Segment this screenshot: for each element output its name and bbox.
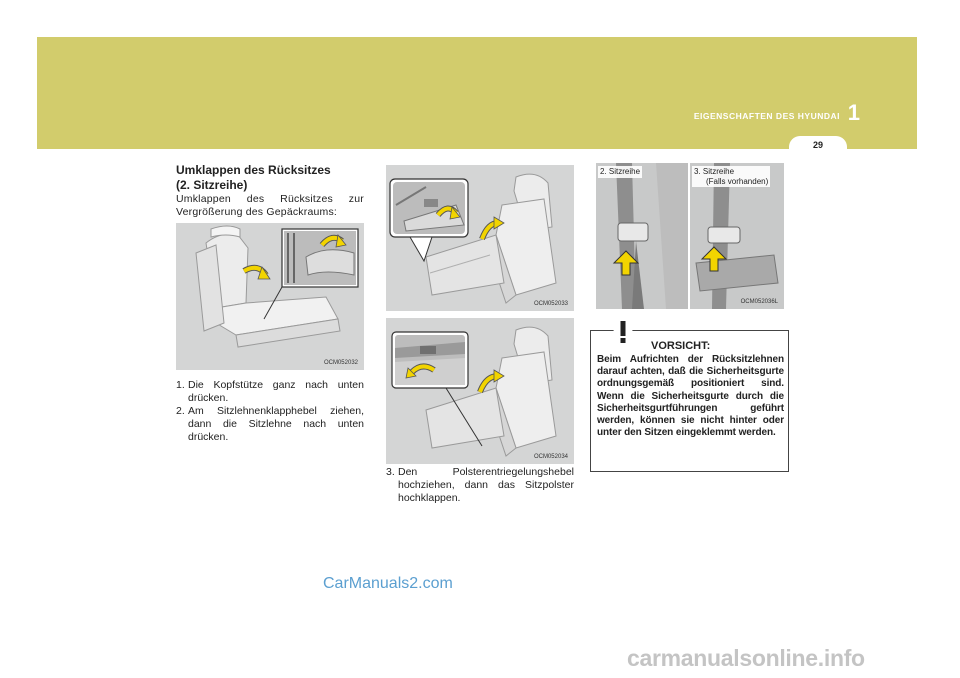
chapter-title: EIGENSCHAFTEN DES HYUNDAI — [693, 111, 840, 121]
section-title-line1: Umklappen des Rücksitzes — [176, 163, 331, 177]
figure-cushion-lever — [386, 165, 574, 311]
section-title-line2: (2. Sitzreihe) — [176, 178, 248, 192]
list-item — [176, 405, 364, 444]
steps-list-middle — [386, 466, 574, 505]
figure-seat-fold — [176, 223, 364, 370]
step-text: Die Kopfstütze ganz nach unten drücken. — [188, 379, 364, 404]
step-text: Am Sitzlehnenklapphebel ziehen, dann die Sitzlehne nach unten drücken. — [188, 405, 364, 443]
seat-row-3-text: 3. Sitzreihe — [694, 167, 735, 176]
figure-code: OCM052036L — [740, 299, 778, 305]
section-intro-text: Umklappen des Rücksitzes zur Vergrößerung des Gepäckraums: — [176, 193, 364, 218]
seat-fold-illustration — [176, 223, 364, 370]
seat-row-2-label — [598, 166, 642, 178]
step-text: Den Polsterentriegelungshebel hochziehen, dann das Sitzpolster hochklappen. — [398, 466, 574, 504]
cushion-release-illustration — [386, 318, 574, 464]
figure-code: OCM052034 — [533, 454, 568, 460]
figure-code: OCM052033 — [533, 301, 568, 307]
step-number: 2. — [176, 405, 185, 417]
header-band — [37, 37, 917, 149]
chapter-number: 1 — [847, 100, 860, 125]
footer-site-watermark: carmanualsonline.info — [627, 645, 865, 671]
figure-seatbelts — [596, 163, 784, 309]
steps-list-left — [176, 379, 364, 444]
list-item — [386, 466, 574, 505]
seat-row-3-optional-text: (Falls vorhanden) — [706, 176, 769, 186]
seat-row-2-text: 2. Sitzreihe — [600, 167, 641, 176]
page-number: 29 — [812, 140, 823, 150]
figure-cushion-release — [386, 318, 574, 464]
list-item — [176, 379, 364, 405]
section-intro — [176, 163, 364, 219]
warning-heading: VORSICHT: — [651, 340, 711, 352]
step-number: 3. — [386, 466, 395, 478]
figure-code: OCM052032 — [323, 360, 358, 366]
warning-box — [590, 330, 789, 472]
seat-row-3-label — [692, 166, 770, 187]
step-number: 1. — [176, 379, 185, 391]
cushion-lever-illustration — [386, 165, 574, 311]
warning-triangle-icon — [605, 313, 641, 347]
warning-text: Beim Aufrichten der Rücksitzlehnen darauf achten, daß die Sicherheitsgurte ordnungsgemäß positioniert sind. Wenn die Sicherheitsgurte durch die Sicherheitsgurtführungen geführt werden, können sie nicht hinter oder unter den Sitzen eingeklemmt werden. — [597, 354, 784, 439]
watermark-link[interactable]: CarManuals2.com — [323, 575, 453, 592]
